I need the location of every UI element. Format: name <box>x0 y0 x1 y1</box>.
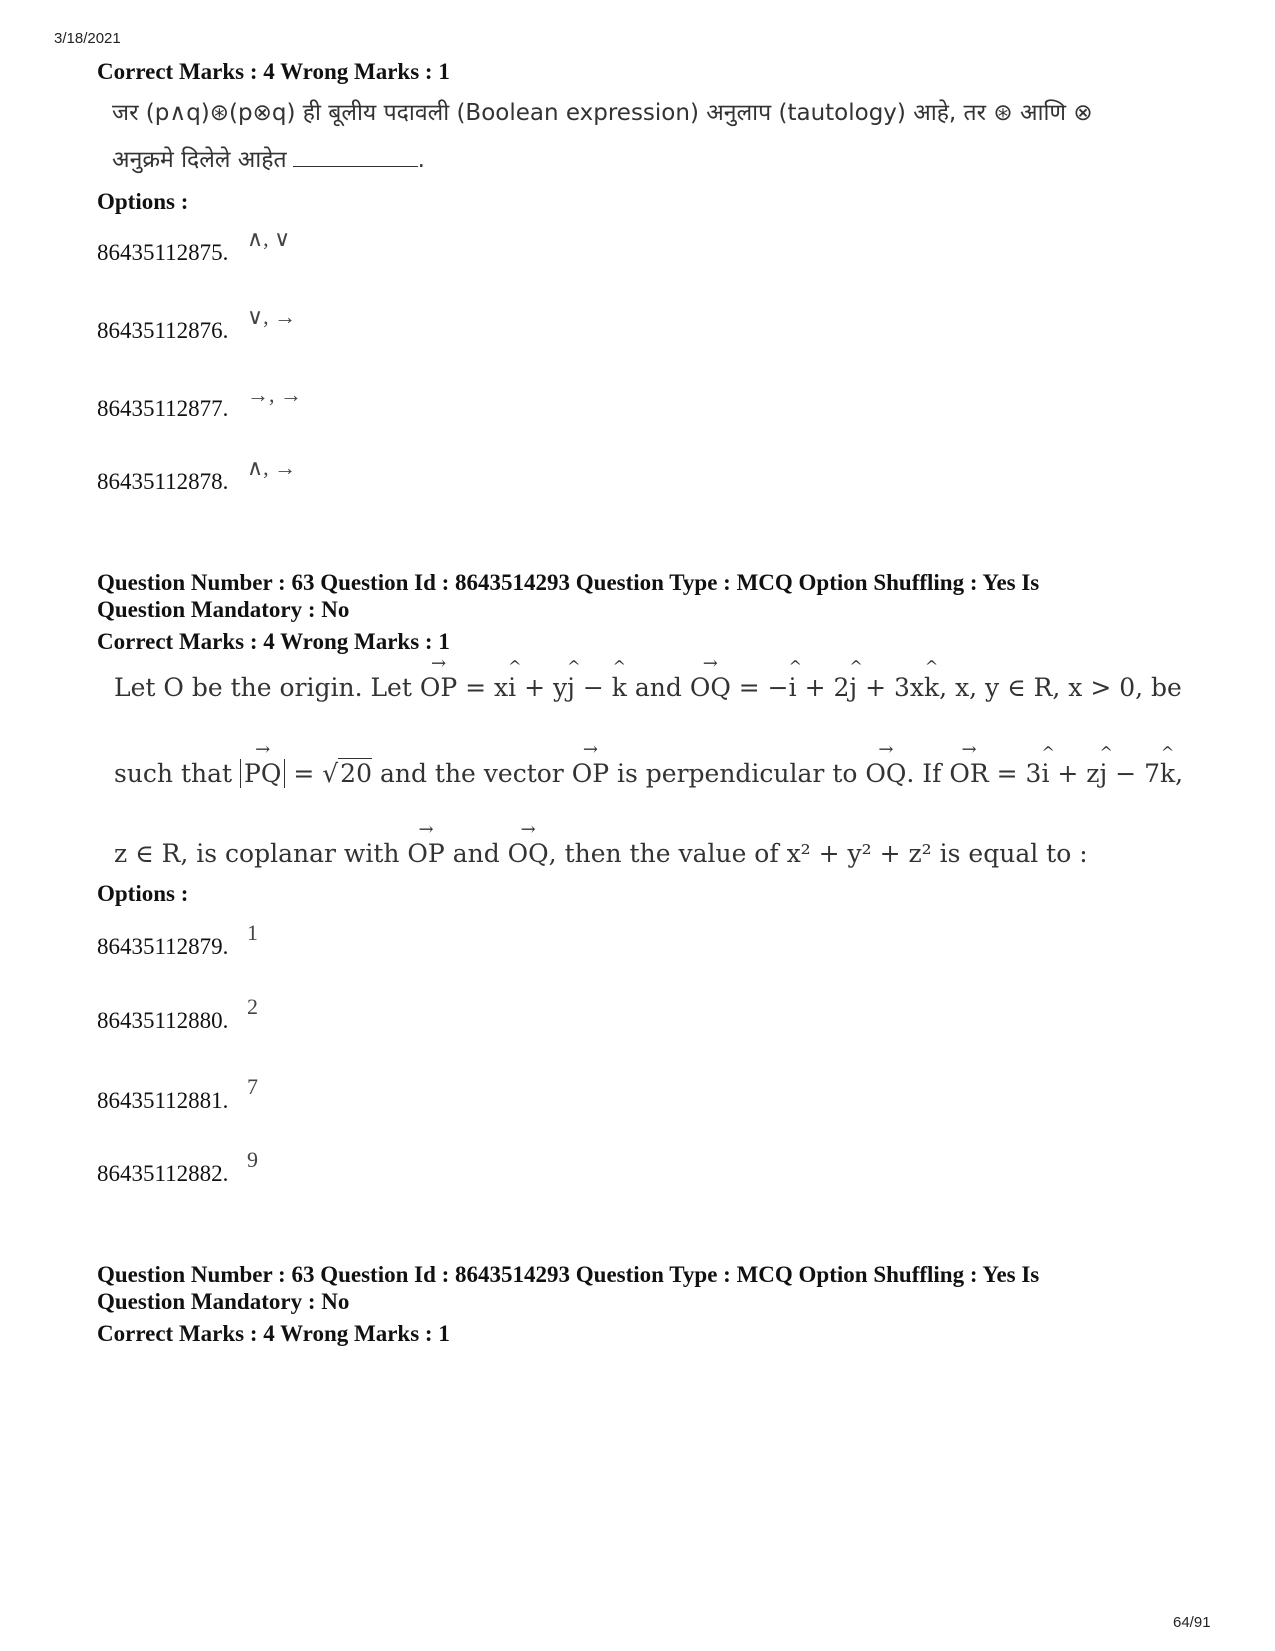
option-answer: 2 <box>247 994 258 1019</box>
vector-oq: → OQ <box>865 759 906 788</box>
unit-vector-k: ^ k <box>924 673 939 702</box>
question-text-line-3 <box>114 839 1088 868</box>
text-fragment: + y <box>524 673 568 702</box>
text-fragment: , x, y ∈ R, x > 0, be <box>939 673 1182 702</box>
option-item <box>97 226 291 266</box>
option-answer: 9 <box>247 1147 258 1172</box>
text-fragment: and the vector <box>379 759 564 788</box>
option-id: 86435112882. <box>97 1161 229 1186</box>
unit-vector-i: ^ i <box>508 673 516 702</box>
option-id: 86435112875. <box>97 240 229 265</box>
option-item <box>97 304 297 344</box>
option-id: 86435112879. <box>97 934 229 959</box>
options-label: Options : <box>97 881 189 906</box>
text-fragment: + 2 <box>804 673 850 702</box>
unit-vector-i: ^ i <box>1041 759 1049 788</box>
option-answer: 7 <box>247 1074 258 1099</box>
marks-line: Correct Marks : 4 Wrong Marks : 1 <box>97 59 450 84</box>
unit-vector-j: ^ j <box>849 673 857 702</box>
unit-vector-i: ^ i <box>789 673 797 702</box>
text-fragment: and <box>452 839 500 868</box>
option-answer: ∨, → <box>247 304 297 329</box>
option-id: 86435112878. <box>97 469 229 494</box>
option-item <box>97 455 297 495</box>
answer-blank <box>293 165 418 167</box>
option-item <box>97 1074 258 1114</box>
print-date: 3/18/2021 <box>54 30 121 47</box>
vector-op: → OP <box>572 759 609 788</box>
question-text-line-2-words: अनुक्रमे दिलेले आहेत <box>112 147 287 173</box>
text-fragment: = 3 <box>996 759 1042 788</box>
vector-oq: → OQ <box>508 839 549 868</box>
option-answer: ∧, ∨ <box>247 226 291 251</box>
text-fragment: , then the value of x² + y² + z² is equal to : <box>548 839 1088 868</box>
unit-vector-j: ^ j <box>567 673 575 702</box>
question-header-line-1: Question Number : 63 Question Id : 8643514293 Question Type : MCQ Option Shuffling : Yes Is <box>97 1262 1040 1287</box>
vector-oq: → OQ <box>690 673 731 702</box>
text-fragment: + z <box>1057 759 1100 788</box>
text-fragment: = <box>293 759 315 788</box>
option-item <box>97 382 302 422</box>
unit-vector-k: ^ k <box>1160 759 1175 788</box>
unit-vector-j: ^ j <box>1099 759 1107 788</box>
text-fragment: − 7 <box>1115 759 1161 788</box>
text-fragment: + 3x <box>865 673 925 702</box>
option-id: 86435112876. <box>97 318 229 343</box>
question-header-line-2: Question Mandatory : No <box>97 597 350 622</box>
option-id: 86435112880. <box>97 1008 229 1033</box>
text-fragment: Let O be the origin. Let <box>114 673 412 702</box>
text-fragment: . If <box>906 759 942 788</box>
vector-op: → OP <box>407 839 444 868</box>
unit-vector-k: ^ k <box>612 673 627 702</box>
option-item <box>97 994 258 1034</box>
text-fragment: and <box>634 673 682 702</box>
text-fragment: is perpendicular to <box>617 759 858 788</box>
text-fragment: such that <box>114 759 233 788</box>
question-header-line-1: Question Number : 63 Question Id : 8643514293 Question Type : MCQ Option Shuffling : Yes Is <box>97 570 1040 595</box>
option-item <box>97 920 258 960</box>
question-text-period: . <box>417 147 425 173</box>
vector-op: → OP <box>420 673 457 702</box>
marks-line: Correct Marks : 4 Wrong Marks : 1 <box>97 1321 450 1346</box>
question-text-line-1 <box>114 673 1182 702</box>
option-id: 86435112881. <box>97 1088 229 1113</box>
radicand: 20 <box>340 759 372 788</box>
question-text-line-2 <box>114 759 1183 788</box>
sqrt-icon: √ <box>322 759 339 788</box>
magnitude-pq <box>240 759 285 788</box>
option-answer: →, → <box>247 382 302 407</box>
vector-pq: → PQ <box>244 759 281 788</box>
option-answer: ∧, → <box>247 455 297 480</box>
page-number: 64/91 <box>1173 1614 1211 1631</box>
text-fragment: z ∈ R, is coplanar with <box>114 839 400 868</box>
option-id: 86435112877. <box>97 396 229 421</box>
text-fragment: = − <box>738 673 789 702</box>
marks-line: Correct Marks : 4 Wrong Marks : 1 <box>97 629 450 654</box>
vector-or: → OR <box>949 759 988 788</box>
text-fragment: = x <box>465 673 509 702</box>
text-fragment: − <box>582 673 604 702</box>
option-answer: 1 <box>247 920 258 945</box>
question-text-line-1: जर (p∧q)⊛(p⊗q) ही बूलीय पदावली (Boolean expression) अनुलाप (tautology) आहे, तर ⊛ आणि ⊗ <box>112 100 1093 126</box>
options-label: Options : <box>97 189 189 214</box>
option-item <box>97 1147 258 1187</box>
question-text-line-2 <box>112 143 425 177</box>
question-header-line-2: Question Mandatory : No <box>97 1289 350 1314</box>
text-fragment: , <box>1175 759 1184 788</box>
